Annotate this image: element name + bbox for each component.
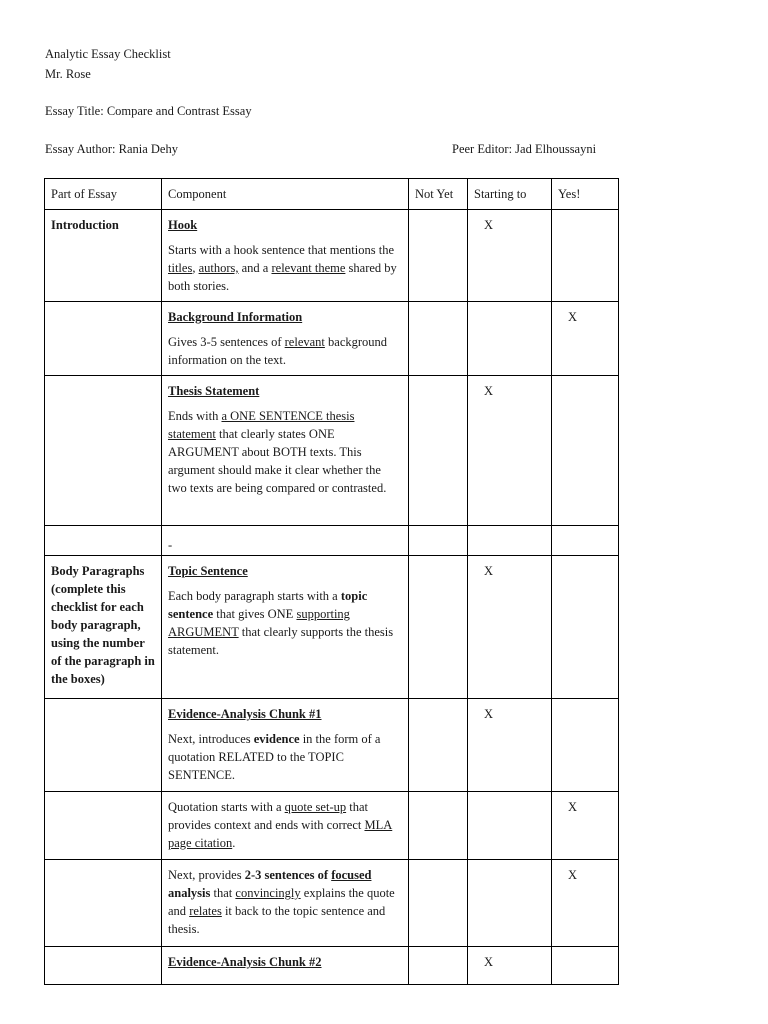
part-cell [45,699,162,792]
component-description [168,536,402,554]
component-description [168,407,402,497]
teacher-name: Mr. Rose [45,67,91,81]
not-yet-cell [409,860,468,947]
description-segment: that clearly supports the thesis statement. [168,625,394,657]
yes-cell [552,792,619,860]
part-cell [45,860,162,947]
starting-to-cell [468,699,552,792]
table-row [45,947,619,985]
component-cell [162,947,409,985]
description-segment: convincingly [235,886,301,900]
yes-cell [552,860,619,947]
description-segment: Starts with a hook sentence that mentions the [168,243,394,257]
part-cell [45,792,162,860]
description-segment: Next, provides [168,868,245,882]
component-cell [162,699,409,792]
not-yet-cell [409,947,468,985]
description-segment: relevant [284,335,325,349]
not-yet-cell [409,526,468,556]
component-title: Thesis Statement [168,384,260,398]
description-segment: evidence [253,732,300,746]
check-mark: X [484,707,494,721]
table-row [45,526,619,556]
component-cell [162,526,409,556]
description-segment: supporting ARGUMENT [168,607,350,639]
component-cell [162,376,409,526]
check-mark: X [484,955,494,969]
header-starting-to: Starting to [468,179,552,210]
header-yes: Yes! [552,179,619,210]
description-segment: quote set-up [284,800,347,814]
yes-cell [552,376,619,526]
part-cell [45,947,162,985]
header-not-yet: Not Yet [409,179,468,210]
description-segment: shared by both stories. [168,261,397,293]
starting-to-cell [468,556,552,699]
description-segment: relevant theme [271,261,346,275]
description-segment: . [232,836,236,850]
yes-cell [552,947,619,985]
check-mark: X [484,218,494,232]
component-title: Background Information [168,310,303,324]
description-segment: relates [189,904,222,918]
starting-to-cell [468,947,552,985]
component-cell [162,860,409,947]
not-yet-cell [409,699,468,792]
yes-cell [552,526,619,556]
part-cell [45,376,162,526]
not-yet-cell [409,556,468,699]
not-yet-cell [409,210,468,302]
description-segment: and a [238,261,272,275]
check-mark: X [484,384,494,398]
component-cell [162,302,409,376]
not-yet-cell [409,302,468,376]
description-segment: analysis [168,886,211,900]
component-title: Evidence-Analysis Chunk #2 [168,955,322,969]
table-row [45,860,619,947]
description-segment: , [192,261,199,275]
check-mark: X [568,310,578,324]
starting-to-cell [468,792,552,860]
description-segment: Quotation starts with a [168,800,285,814]
check-mark: X [484,564,494,578]
table-row [45,556,619,699]
description-segment: it back to the topic sentence and thesis. [168,904,386,936]
component-cell [162,210,409,302]
description-segment: that clearly states ONE ARGUMENT about BOTH texts. This argument should make it clear whether the two texts are being compared or contrasted. [168,427,387,495]
part-cell: Introduction [45,210,162,302]
component-description [168,333,402,369]
component-title: Hook [168,218,198,232]
starting-to-cell [468,210,552,302]
description-segment: that provides context and ends with correct [168,800,368,832]
essay-title: Essay Title: Compare and Contrast Essay [45,104,252,118]
component-title: Evidence-Analysis Chunk #1 [168,707,322,721]
check-mark: X [568,868,578,882]
description-segment: Ends with [168,409,222,423]
document-title: Analytic Essay Checklist [45,47,171,61]
not-yet-cell [409,792,468,860]
description-segment: a ONE SENTENCE thesis statement [168,409,355,441]
description-segment: background information on the text. [168,335,388,367]
component-description [168,866,402,938]
description-segment: explains the quote and [168,886,395,918]
component-description [168,730,402,784]
description-segment: titles [168,261,193,275]
description-segment: Gives 3-5 sentences of [168,335,285,349]
starting-to-cell [468,526,552,556]
component-cell [162,556,409,699]
yes-cell [552,302,619,376]
description-segment: focused [331,868,372,882]
description-segment: Next, introduces [168,732,254,746]
part-cell [45,302,162,376]
description-segment: in the form of a quotation RELATED to the TOPIC SENTENCE. [168,732,381,782]
component-description [168,798,402,852]
description-segment: that gives ONE [213,607,297,621]
essay-author: Essay Author: Rania Dehy [45,142,178,156]
checklist-table [44,178,619,985]
starting-to-cell [468,376,552,526]
header-row [45,179,619,210]
starting-to-cell [468,860,552,947]
not-yet-cell [409,376,468,526]
check-mark: X [568,800,578,814]
starting-to-cell [468,302,552,376]
description-segment: that [210,886,236,900]
component-cell [162,792,409,860]
description-segment: - [168,538,173,552]
description-segment: Each body paragraph starts with a [168,589,341,603]
peer-editor: Peer Editor: Jad Elhoussayni [452,142,597,156]
part-cell: Body Paragraphs (complete this checklist for each body paragraph, using the number of the paragraph in the boxes) [45,556,162,699]
table-row [45,792,619,860]
description-segment: 2-3 sentences of [244,868,332,882]
component-description [168,241,402,295]
table-row [45,699,619,792]
description-segment: MLA page citation [168,818,393,850]
yes-cell [552,556,619,699]
header-component: Component [162,179,409,210]
table-row [45,302,619,376]
description-segment: authors, [198,261,239,275]
component-title: Topic Sentence [168,564,248,578]
component-description [168,587,402,659]
header-part: Part of Essay [45,179,162,210]
yes-cell [552,210,619,302]
part-cell [45,526,162,556]
table-row [45,376,619,526]
description-segment: topic sentence [168,589,368,621]
table-row [45,210,619,302]
yes-cell [552,699,619,792]
